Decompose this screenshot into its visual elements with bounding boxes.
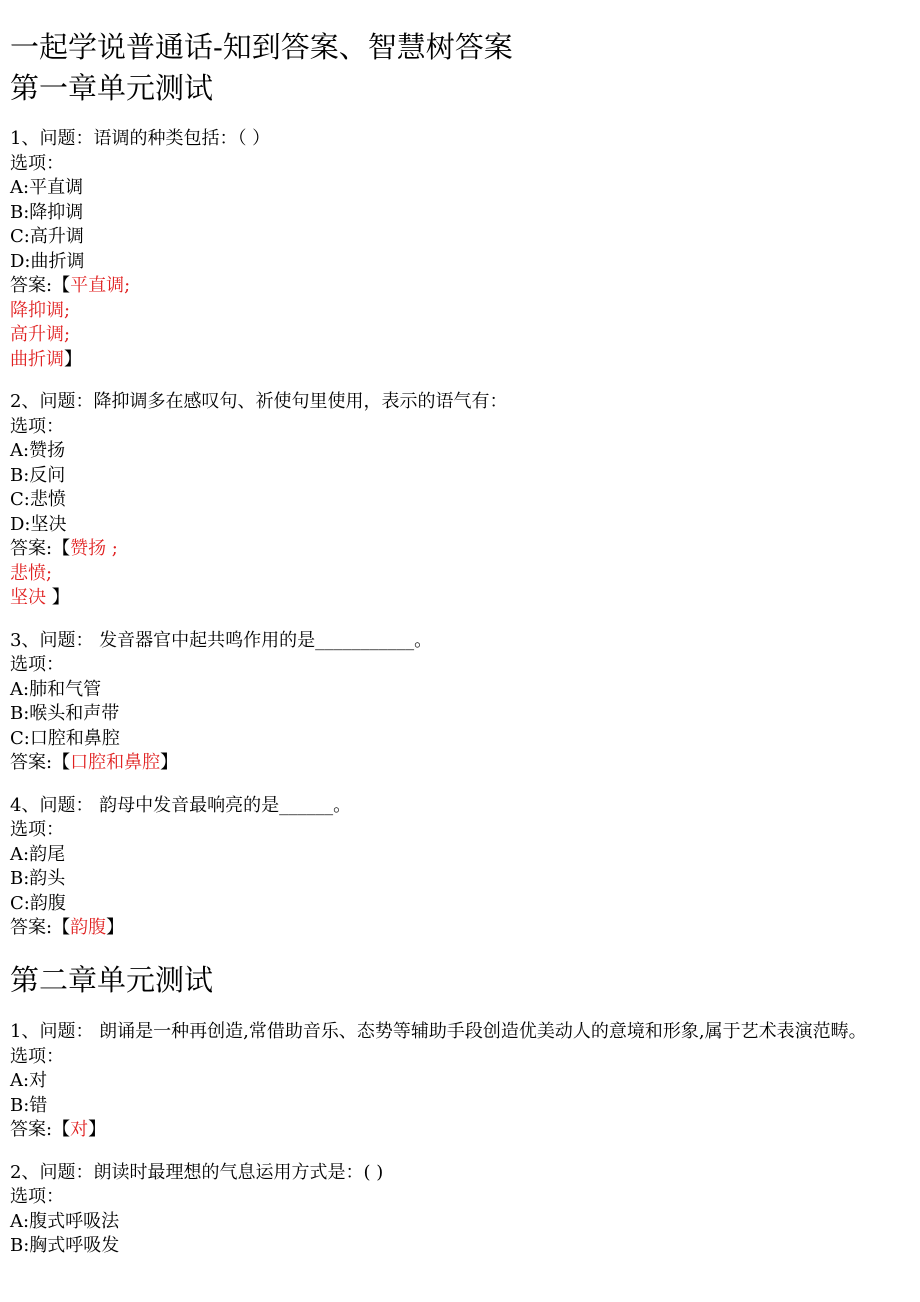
question-text: 4、问题： 韵母中发音最响亮的是______。: [10, 794, 352, 816]
answer-label: 答案:: [10, 538, 53, 559]
answer-open-bracket: 【: [52, 1119, 71, 1140]
option-item: B:喉头和声带: [10, 703, 120, 724]
option-item: D:坚决: [10, 513, 67, 535]
option-item: B:降抑调: [10, 201, 84, 223]
answer-line: [10, 323, 507, 348]
answer-line: [10, 537, 507, 562]
answer-open-bracket: 【: [52, 275, 71, 296]
option-item: C:悲愤: [10, 489, 66, 510]
answer-line: [10, 751, 507, 776]
option-item: C:高升调: [10, 226, 84, 247]
options-label: 选项：: [10, 415, 64, 437]
option-item: A:肺和气管: [10, 678, 102, 700]
option-item: B:错: [10, 1094, 48, 1116]
option-item: C:韵腹: [10, 892, 66, 914]
answer-line: [10, 562, 507, 587]
answer-text: 降抑调;: [10, 299, 71, 321]
question-text: 1、问题： 朗诵是一种再创造,常借助音乐、态势等辅助手段创造优美动人的意境和形象,属于艺术表演范畴。: [10, 1021, 867, 1042]
option-item: A:对: [10, 1070, 48, 1091]
question-block: [10, 1161, 867, 1259]
answer-line: [10, 586, 507, 611]
answer-line: [10, 916, 507, 941]
options-label: 选项：: [10, 152, 64, 174]
option-item: B:韵头: [10, 868, 66, 889]
answer-open-bracket: 【: [52, 538, 71, 559]
question-block: [10, 794, 507, 941]
chapter-questions: [10, 127, 507, 941]
answer-line: [10, 348, 507, 373]
option-item: C:口腔和鼻腔: [10, 727, 120, 749]
option-item: A:平直调: [10, 177, 84, 198]
answer-text: 坚决: [10, 587, 52, 608]
option-item: D:曲折调: [10, 250, 85, 272]
chapter-title: 第二章单元测试: [10, 963, 214, 997]
options-label: 选项：: [10, 1045, 64, 1067]
options-label: 选项：: [10, 819, 64, 840]
answer-open-bracket: 【: [52, 752, 71, 773]
answer-close-bracket: 】: [88, 1119, 107, 1140]
answer-label: 答案:: [10, 275, 53, 296]
option-item: A:韵尾: [10, 843, 66, 865]
document-title: 一起学说普通话-知到答案、智慧树答案: [10, 30, 513, 65]
option-item: A:赞扬: [10, 440, 66, 461]
question-text: 2、问题：降抑调多在感叹句、祈使句里使用，表示的语气有：: [10, 391, 508, 412]
question-block: [10, 127, 507, 372]
answer-text: 平直调;: [70, 275, 131, 296]
answer-text: 赞扬 ;: [70, 538, 118, 559]
options-label: 选项：: [10, 654, 64, 675]
answer-text: 曲折调: [10, 348, 64, 370]
options-label: 选项：: [10, 1186, 64, 1207]
question-block: [10, 1020, 867, 1143]
answer-label: 答案:: [10, 917, 53, 938]
question-text: 3、问题： 发音器官中起共鸣作用的是___________。: [10, 629, 433, 651]
answer-close-bracket: 】: [160, 752, 179, 773]
answer-text: 口腔和鼻腔: [70, 752, 161, 773]
question-text: 2、问题：朗读时最理想的气息运用方式是：( ): [10, 1161, 384, 1183]
answer-text: 对: [70, 1119, 89, 1140]
question-block: [10, 629, 507, 776]
answer-close-bracket: 】: [106, 917, 125, 938]
option-item: B:反问: [10, 464, 66, 486]
answer-close-bracket: 】: [51, 587, 70, 608]
answer-label: 答案:: [10, 1119, 53, 1140]
answer-text: 韵腹: [70, 917, 107, 938]
chapter-title: 第一章单元测试: [10, 71, 214, 105]
option-item: A:腹式呼吸法: [10, 1210, 120, 1232]
answer-line: [10, 274, 507, 299]
option-item: B:胸式呼吸发: [10, 1235, 120, 1256]
question-block: [10, 390, 507, 611]
chapter-questions: [10, 1020, 867, 1259]
answer-close-bracket: 】: [64, 348, 82, 370]
answer-text: 悲愤;: [10, 562, 53, 584]
question-text: 1、问题：语调的种类包括：（ ）: [10, 128, 271, 149]
answer-line: [10, 299, 507, 324]
answer-open-bracket: 【: [52, 917, 71, 938]
answer-text: 高升调;: [10, 324, 71, 345]
answer-line: [10, 1118, 867, 1143]
answer-label: 答案:: [10, 752, 53, 773]
